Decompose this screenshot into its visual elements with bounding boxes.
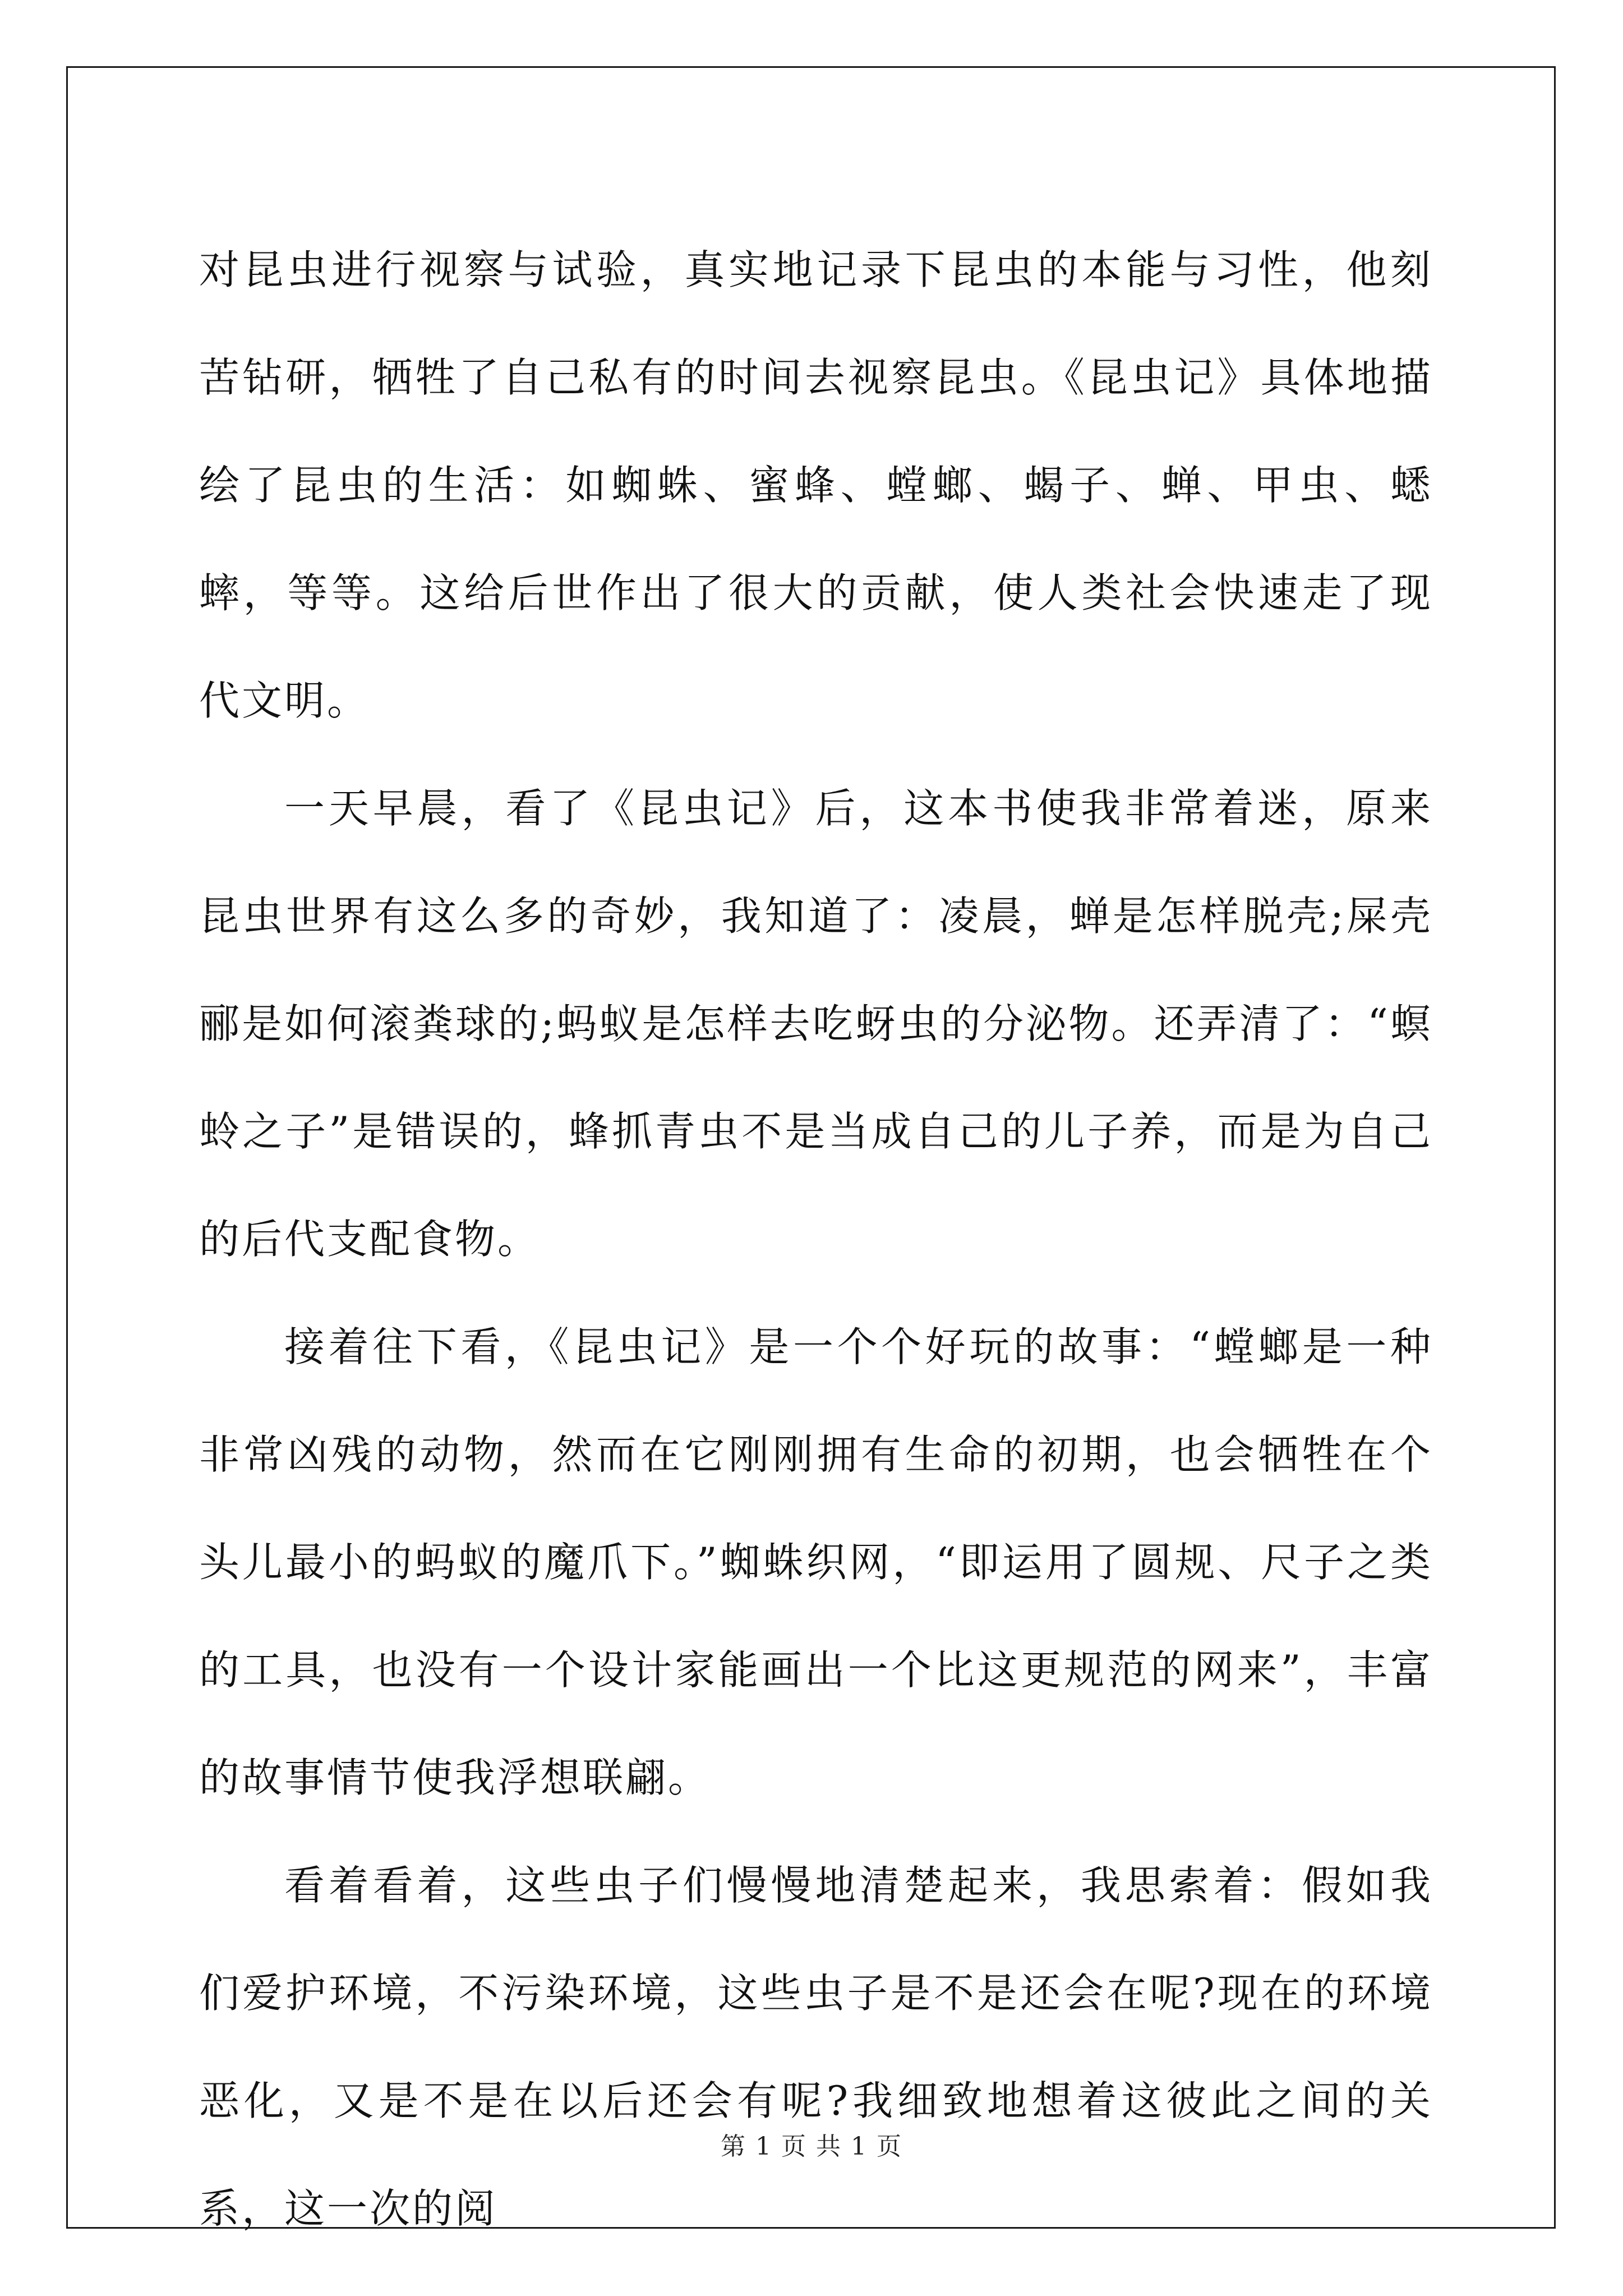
paragraph-2: 一天早晨，看了《昆虫记》后，这本书使我非常着迷，原来昆虫世界有这么多的奇妙，我知道了：凌晨，蝉是怎样脱壳;屎壳郦是如何滚粪球的;蚂蚁是怎样去吃蚜虫的分泌物。还弄清了：“螟蛉之子”是错误的，蜂抓青虫不是当成自己的儿子养，而是为自己的后代支配食物。	[199, 785, 1433, 1263]
paragraph-4: 看着看着，这些虫子们慢慢地清楚起来，我思索着：假如我们爱护环境，不污染环境，这些虫子是不是还会在呢?现在的环境恶化，又是不是在以后还会有呢?我细致地想着这彼此之间的关系，这一次的阅	[199, 1862, 1433, 2232]
page-number-footer: 第 1 页 共 1 页	[721, 2132, 902, 2161]
paragraph-3: 接着往下看，《昆虫记》是一个个好玩的故事：“螳螂是一种非常凶残的动物，然而在它刚刚拥有生命的初期，也会牺牲在个头儿最小的蚂蚁的魔爪下。”蜘蛛织网，“即运用了圆规、尺子之类的工具，也没有一个设计家能画出一个比这更规范的网来”，丰富的故事情节使我浮想联翩。	[199, 1323, 1433, 1801]
paragraph-1: 对昆虫进行视察与试验，真实地记录下昆虫的本能与习性，他刻苦钻研，牺牲了自己私有的时间去视察昆虫。《昆虫记》具体地描绘了昆虫的生活：如蜘蛛、蜜蜂、螳螂、蝎子、蝉、甲虫、蟋蟀，等等。这给后世作出了很大的贡献，使人类社会快速走了现代文明。	[199, 246, 1433, 724]
document-body	[199, 216, 1433, 2262]
